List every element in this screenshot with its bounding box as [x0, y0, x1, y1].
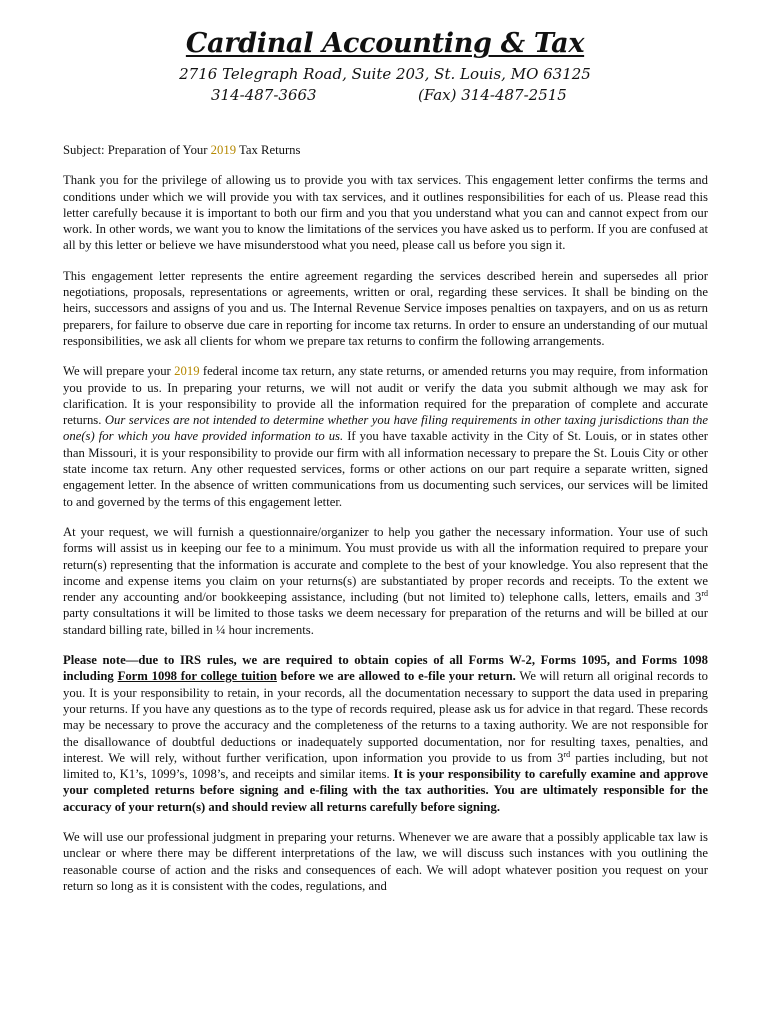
letter-body: [63, 142, 708, 908]
p3-text-c: If you have taxable activity in the City of St. Louis, or in states other than Missouri, it is your responsibility to provide our firm with all information necessary to prepare the St. Louis City or other state income tax return. Any other requested services, forms or other actions on our part require a separate written, signed engagement letter. In the absence of written communications from us documenting such services, our services will be limited to and governed by the terms of this engagement letter.: [63, 429, 708, 509]
p3-text-a: We will prepare your: [63, 364, 175, 379]
subject-suffix: Tax Returns: [236, 143, 301, 157]
subject-line: [63, 142, 708, 158]
subject-prefix: Subject: Preparation of Your: [63, 143, 211, 157]
p4-text-a: At your request, we will furnish a questionnaire/organizer to help you gather the necessary information. Your use of such forms will assist us in keeping our fee to a minimum. You must provide us with all the information required to prepare your return(s) representing that the information is accurate and complete to the best of your knowledge. You also represent that the income and expense items you claim on your returns(s) are substantiated by proper records and receipts. To the extent we render any accounting and/or bookkeeping assistance, including (but not limited to) telephone calls, letters, emails and 3: [63, 524, 708, 605]
p5-text-b: parties including, but not limited to, K1’s, 1099’s, 1098’s, and receipts and similar items.: [63, 750, 709, 782]
p5-superscript: rd: [563, 749, 571, 759]
firm-name: Cardinal Accounting & Tax: [185, 28, 585, 59]
subject-year: 2019: [210, 143, 237, 157]
letterhead: [0, 28, 770, 106]
paragraph-questionnaire: [63, 524, 708, 638]
paragraph-intro: Thank you for the privilege of allowing us to provide you with tax services. This engagement letter confirms the terms and conditions under which we will provide you with tax services, and it outlines responsibilities for each of us. Please read this letter carefully because it is important to both our firm and you that you understand what you can and cannot expect from our work. In other words, we want you to know the limitations of the services you have asked us to perform. If you are confused at all by this letter or believe we have misunderstood what you need, please call us before you sign it.: [63, 173, 708, 253]
p3-year: 2019: [174, 364, 200, 379]
p5-bold-b: before we are allowed to e-file your return.: [276, 669, 516, 684]
phone-number: 314-487-3663: [211, 86, 317, 104]
fax-number: (Fax) 314-487-2515: [418, 86, 567, 104]
firm-phones: [0, 86, 770, 106]
p5-text-a: We will return all original records to you. It is your responsibility to retain, in your records, all the documentation necessary to support the data used in preparing your returns. If you have any questions as to the type of records required, please ask us for advice in that regard. These records may be necessary to prove the accuracy and the completeness of the returns to a taxing authority. We are not responsible for the disallowance of doubtful deductions or inadequately supported documentation, nor for resulting taxes, penalties, and interest. We will rely, without further verification, upon information you provide to us from 3: [63, 669, 709, 765]
p5-bold-c: It is your responsibility to carefully examine and approve your completed returns before signing and e-filing with the tax authorities. You are ultimately responsible for the accuracy of your return(s) and should review all returns carefully before signing.: [63, 767, 708, 814]
p5-bold-a: Please note—due to IRS rules, we are required to obtain copies of all Forms W-2, Forms 1095, and Forms 1098 including: [63, 653, 708, 684]
paragraph-please-note: [63, 652, 708, 815]
p3-text-b: federal income tax return, any state returns, or amended returns you may require, from information you provide to us. In preparing your returns, we will not audit or verify the data you submit although we may ask for clarification. It is your responsibility to provide all the information required for the preparation of complete and accurate returns.: [63, 364, 708, 428]
p4-text-b: party consultations it will be limited to those tasks we deem necessary for preparation of the returns and will be billed at our standard billing rate, billed in ¼ hour increments.: [63, 606, 708, 637]
paragraph-preparation: [63, 363, 708, 510]
paragraph-agreement: This engagement letter represents the entire agreement regarding the services described herein and supersedes all prior negotiations, proposals, representations or agreements, written or oral, regarding these services. It shall be binding on the heirs, successors and assigns of you and us. The Internal Revenue Service imposes penalties on taxpayers, and on us as return preparers, for failure to observe due care in reporting for income tax returns. In order to ensure an understanding of our mutual responsibilities, we ask all clients for whom we prepare tax returns to confirm the following arrangements.: [63, 268, 708, 348]
p4-superscript: rd: [701, 588, 708, 598]
p5-bold-underlined: Form 1098 for college tuition: [117, 669, 277, 684]
paragraph-judgment: We will use our professional judgment in preparing your returns. Whenever we are aware that a possibly applicable tax law is unclear or where there may be different interpretations of the law, we will discuss such instances with you outlining the reasonable course of action and the risks and consequences of each. We will adopt whatever position you request on your return so long as it is consistent with the codes, regulations, and: [63, 829, 708, 893]
firm-address: 2716 Telegraph Road, Suite 203, St. Louis, MO 63125: [179, 65, 591, 83]
p3-italic-note: Our services are not intended to determine whether you have filing requirements in other taxing jurisdictions than the one(s) for which you have provided information to us.: [63, 413, 708, 444]
